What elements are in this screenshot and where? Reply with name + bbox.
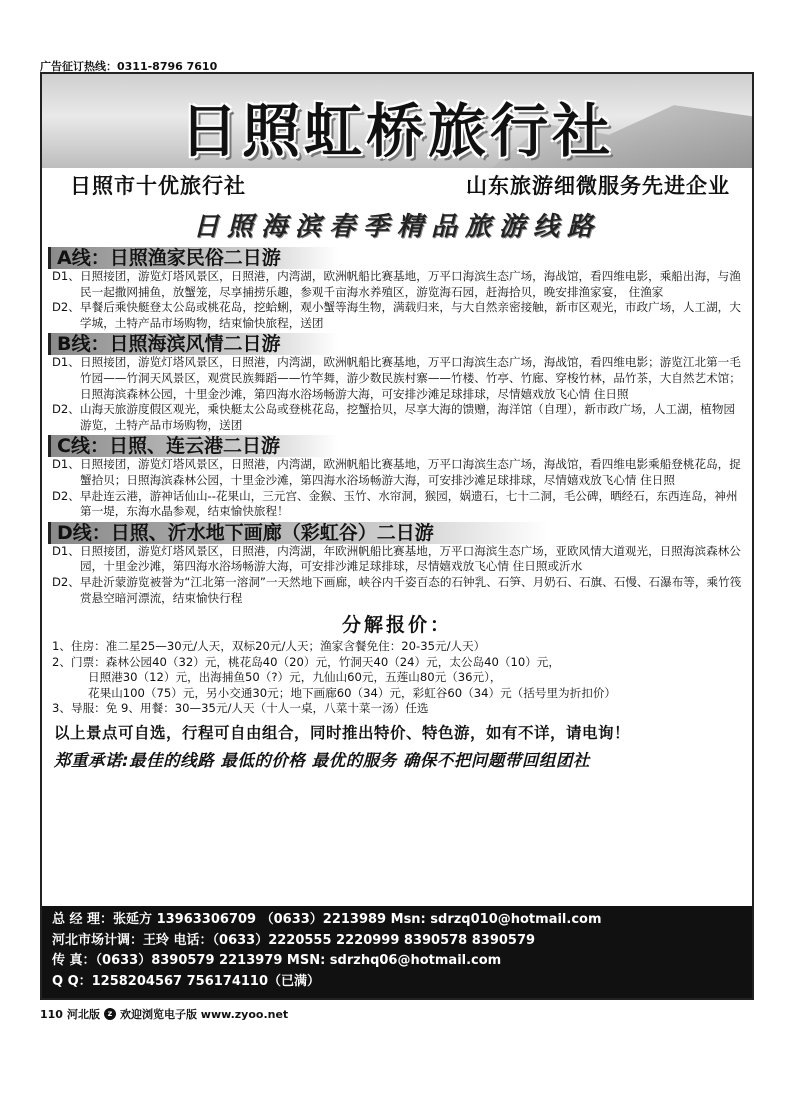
- logo-icon: z: [104, 1008, 116, 1020]
- day-text: 日照接团，游览灯塔风景区，日照港，内湾湖，年欧洲帆船比赛基地，万平口海滨生态广场，亚欧风情大道观光，日照海滨森林公园，十里金沙滩，第四海水浴场畅游大海，可安排沙滩足球排球，尽情嬉戏放飞心情 住日照或沂水: [80, 543, 741, 574]
- honor-right: 山东旅游细微服务先进企业: [466, 174, 730, 198]
- day-tag: D1、: [52, 355, 80, 370]
- footer-tagline: 欢迎浏览电子版 www.zyoo.net: [119, 1008, 289, 1021]
- day-tag: D1、: [52, 269, 80, 283]
- day-text: 日照接团，游览灯塔风景区，日照港，内湾湖，欧洲帆船比赛基地，万平口海滨生态广场，海战馆，看四维电影；游览江北第一毛竹园——竹洞天风景区，观赏民族舞蹈——竹竿舞，游少数民族村寨——竹楼、竹亭、竹廊、穿梭竹林，品竹茶，大自然艺术馆；日照海滨森林公园，十里金沙滩，第四海水浴场畅游大海，可安排沙滩足球排球，尽情嬉戏放飞心情 住日照: [80, 355, 741, 401]
- page-subtitle: 日照海滨春季精品旅游线路: [192, 212, 601, 242]
- route-heading: D线：日照、沂水地下画廊（彩虹谷）二日游: [48, 522, 548, 544]
- route-day: [42, 575, 752, 606]
- day-text: 早餐后乘快艇登太公岛或桃花岛，挖蛤蜊，观小蟹等海生物，满载归来，与大自然亲密接触，新市区观光，市政广场，人工湖，大学城，土特产品市场购物，结束愉快旅程，送团: [80, 300, 741, 330]
- day-text: 山海天旅游度假区观光，乘快艇太公岛或登桃花岛，挖蟹拾贝，尽享大海的馈赠，海洋馆（自理），新市政广场，人工湖，植物园游览，土特产品市场购物，送团: [80, 402, 736, 432]
- day-tag: D2、: [52, 402, 80, 417]
- pricing-line: 3、导服：免 9、用餐：30—35元/人天（十人一桌，八菜十菜一汤）任选: [52, 701, 429, 716]
- route-d: [42, 522, 752, 606]
- day-text: 早赴连云港，游神话仙山--花果山，三元宫、金猴、玉竹、水帘洞，猴园，娲遗石，七十二洞，毛公碑，晒经石，东西连岛，神州第一堤，东海水晶参观，结束愉快旅程！: [80, 488, 738, 519]
- ad-hotline: 广告征订热线：0311-8796 7610: [40, 60, 218, 73]
- honor-left: 日照市十优旅行社: [70, 174, 246, 198]
- day-text: 早赴沂蒙游览被誉为“江北第一溶洞”一天然地下画廊，峡谷内千姿百态的石钟乳、石笋、月奶石、石旗、石慢、石瀑布等，乘竹筏赏悬空暗河漂流，结束愉快行程: [80, 574, 742, 605]
- day-tag: D1、: [52, 457, 80, 472]
- contact-manager: 总 经 理：张延方 13963306709 （0633）2213989 Msn: sdrzq010@hotmail.com: [52, 912, 602, 927]
- agency-title: 日照虹桥旅行社: [179, 97, 614, 165]
- day-tag: D2、: [52, 574, 80, 589]
- advertisement-page: [40, 72, 754, 1000]
- route-day: [42, 457, 752, 488]
- page-footer: [40, 1006, 288, 1022]
- route-a: [42, 247, 752, 331]
- pricing-line: 花果山100（75）元，另小交通30元；地下画廊60（34）元，彩虹谷60（34）元（括号里为折扣价）: [88, 685, 617, 700]
- day-text: 日照接团，游览灯塔风景区，日照港，内湾湖，欧洲帆船比赛基地，万平口海滨生态广场，海战馆，看四维电影乘船登桃花岛，捉蟹拾贝；日照海滨森林公园，十里金沙滩，第四海水浴场畅游大海，可安排沙滩足球排球，尽情嬉戏放飞心情 住日照: [80, 457, 741, 487]
- route-heading: A线：日照渔家民俗二日游: [48, 247, 338, 269]
- day-tag: D1、: [52, 543, 80, 558]
- contact-fax: 传 真：（0633）8390579 2213979 MSN: sdrzhq06@hotmail.com: [52, 953, 502, 968]
- contact-qq: Q Q：1258204567 756174110（已满）: [52, 973, 321, 989]
- route-day: [42, 269, 752, 300]
- day-text: 日照接团，游览灯塔风景区，日照港，内湾湖，欧洲帆船比赛基地，万平口海滨生态广场，海战馆，看四维电影，乘船出海，与渔民一起撒网捕鱼，放蟹笼，尽享捕捞乐趣，参观千亩海水养殖区，游览海石园，赶海拾贝，晚安排渔家宴， 住渔家: [80, 269, 741, 299]
- route-day: [42, 489, 752, 520]
- route-day: [42, 300, 752, 331]
- route-heading: C线：日照、连云港二日游: [48, 435, 338, 457]
- pricing-line: 2、门票：森林公园40（32）元，桃花岛40（20）元，竹洞天40（24）元，太公岛40（10）元，: [52, 654, 560, 669]
- contact-hebei-market: 河北市场计调：王玲 电话：（0633）2220555 2220999 8390578 8390579: [52, 932, 536, 948]
- route-b: [42, 333, 752, 433]
- page-number: 110: [40, 1007, 63, 1021]
- selection-note: 以上景点可自选，行程可自由组合，同时推出特价、特色游，如有不详，请电询！: [54, 724, 631, 743]
- route-day: [42, 544, 752, 575]
- route-heading: B线：日照海滨风情二日游: [48, 333, 338, 355]
- pricing-line: 日照港30（12）元，出海捕鱼50（?）元，九仙山60元，五莲山80元（36元），: [88, 670, 502, 685]
- route-day: [42, 355, 752, 402]
- publication-name: 河北版: [66, 1008, 100, 1021]
- pricing-line: 1、住房：准二星25—30元/人天，双标20元/人天；渔家含餐免住：20-35元/人天）: [52, 639, 486, 654]
- route-c: [42, 435, 752, 519]
- banner: [42, 74, 752, 168]
- day-tag: D2、: [52, 488, 80, 503]
- day-tag: D2、: [52, 300, 80, 315]
- contact-panel: [42, 906, 752, 998]
- honors-row: [42, 170, 752, 200]
- route-day: [42, 402, 752, 433]
- service-promise: 郑重承诺:最佳的线路 最低的价格 最优的服务 确保不把问题带回组团社: [54, 751, 590, 771]
- pricing-heading: 分解报价：: [341, 614, 452, 637]
